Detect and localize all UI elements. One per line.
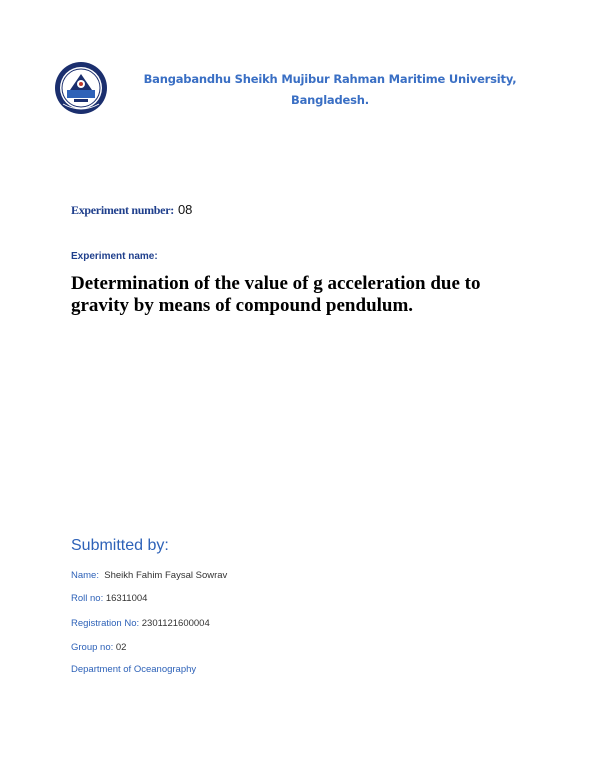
submitted-by-heading: Submitted by: — [71, 537, 169, 554]
university-name-line2: Bangladesh. — [291, 93, 369, 107]
registration-value: 2301121600004 — [141, 618, 210, 629]
group-label: Group no: — [71, 642, 114, 653]
student-name — [71, 570, 227, 581]
experiment-name-label: Experiment name: — [71, 251, 158, 262]
group-value: 02 — [115, 642, 127, 653]
experiment-number — [71, 201, 192, 219]
roll-number — [71, 593, 147, 604]
experiment-title: Determination of the value of g acceleration due to gravity by means of compound pendulum. — [71, 273, 481, 316]
name-value: Sheikh Fahim Faysal Sowrav — [104, 570, 228, 581]
registration-number — [71, 618, 210, 629]
roll-value: 16311004 — [105, 593, 148, 604]
university-seal-icon — [53, 60, 109, 116]
group-number — [71, 642, 126, 653]
university-name-line1: Bangabandhu Sheikh Mujibur Rahman Maritime University, — [143, 72, 517, 86]
registration-label: Registration No: — [71, 618, 140, 629]
experiment-number-value: 08 — [177, 202, 193, 217]
experiment-number-label: Experiment number: — [71, 203, 174, 217]
name-label: Name: — [71, 570, 99, 581]
roll-label: Roll no: — [71, 593, 104, 604]
department: Department of Oceanography — [71, 664, 197, 675]
